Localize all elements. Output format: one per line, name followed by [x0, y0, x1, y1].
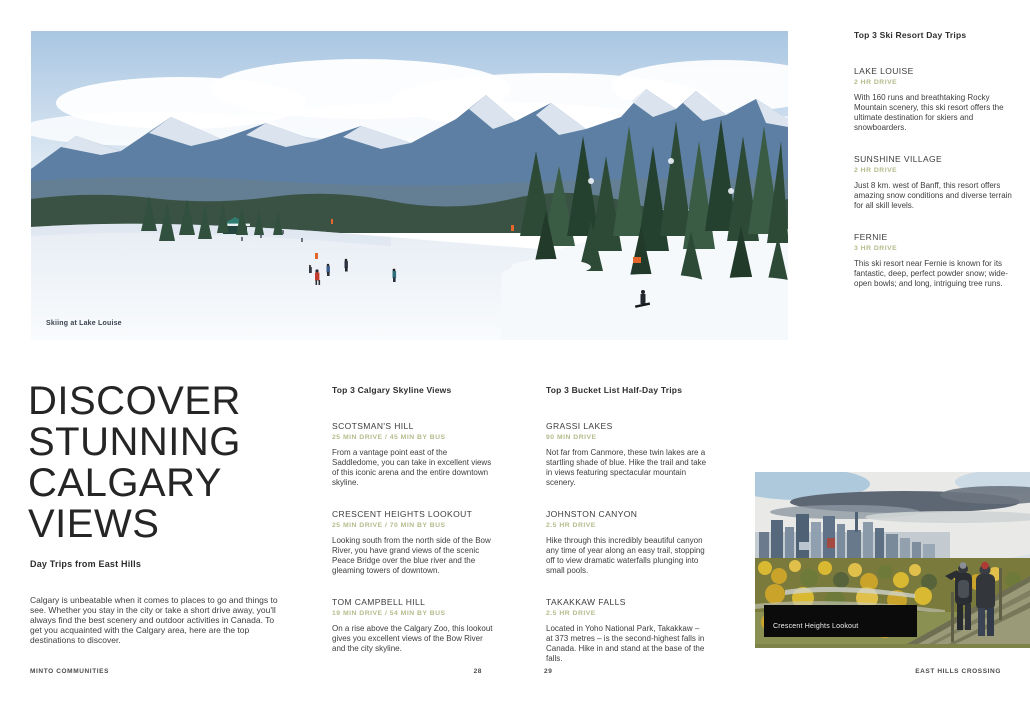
headline-line: STUNNING — [28, 420, 241, 464]
column-bucket-list-half-day-trips — [546, 385, 708, 685]
footer-left-folio: MINTO COMMUNITIES — [30, 668, 110, 675]
poi-drive-time: 2 HR DRIVE — [854, 79, 898, 86]
poi-description: On a rise above the Calgary Zoo, this lookout gives you excellent views of the Bow River and the city skyline. — [332, 624, 493, 653]
column-header: Top 3 Bucket List Half-Day Trips — [546, 385, 683, 395]
column-calgary-skyline-views — [332, 385, 494, 675]
lookout-caption-box — [764, 605, 917, 637]
headline-line: DISCOVER — [28, 379, 241, 423]
poi-drive-time: 25 MIN DRIVE / 45 MIN BY BUS — [332, 434, 446, 441]
ski-slope-illustration — [31, 31, 788, 340]
poi-drive-time: 2.5 HR DRIVE — [546, 522, 596, 529]
poi-drive-time: 2 HR DRIVE — [854, 167, 898, 174]
lookout-photo-caption: Crescent Heights Lookout — [773, 623, 859, 630]
list-item — [332, 421, 494, 488]
column-header: Top 3 Ski Resort Day Trips — [854, 30, 967, 40]
poi-description: From a vantage point east of the Saddledome, you can take in excellent views of this iconic arena and the entire downtown skyline. — [332, 448, 492, 487]
page-title — [28, 381, 318, 545]
poi-name: CRESCENT HEIGHTS LOOKOUT — [332, 509, 473, 519]
list-item — [854, 232, 1012, 289]
poi-name: SUNSHINE VILLAGE — [854, 154, 943, 164]
list-item — [332, 509, 494, 576]
poi-name: TAKAKKAW FALLS — [546, 597, 626, 607]
poi-name: JOHNSTON CANYON — [546, 509, 638, 519]
poi-description: Looking south from the north side of the Bow River, you have grand views of the scenic Peace Bridge over the blue river and the gleaming towers of downtown. — [332, 536, 491, 575]
list-item — [854, 154, 1012, 211]
headline-line: VIEWS — [28, 502, 160, 546]
column-header: Top 3 Calgary Skyline Views — [332, 385, 452, 395]
poi-drive-time: 3 HR DRIVE — [854, 245, 898, 252]
footer-right-folio: EAST HILLS CROSSING — [915, 668, 1001, 675]
poi-name: TOM CAMPBELL HILL — [332, 597, 426, 607]
poi-description: This ski resort near Fernie is known for its fantastic, deep, perfect powder snow; wide-open bowls; and long, intriguing tree runs. — [854, 259, 1008, 288]
list-item — [546, 509, 708, 576]
list-item — [546, 597, 708, 664]
page-number-left: 28 — [473, 668, 482, 675]
poi-name: GRASSI LAKES — [546, 421, 613, 431]
poi-drive-time: 25 MIN DRIVE / 70 MIN BY BUS — [332, 522, 446, 529]
poi-description: Located in Yoho National Park, Takakkaw – at 373 metres – is the second-highest falls in Canada. Hike in and stand at the base of the falls. — [546, 624, 705, 663]
list-item — [546, 421, 708, 488]
column-ski-resort-day-trips — [854, 30, 1012, 310]
poi-name: SCOTSMAN'S HILL — [332, 421, 414, 431]
poi-name: FERNIE — [854, 232, 888, 242]
poi-description: Not far from Canmore, these twin lakes are a startling shade of blue. Hike the trail and take in views featuring spectacular mountain scenery. — [546, 448, 707, 487]
poi-drive-time: 90 MIN DRIVE — [546, 434, 597, 441]
poi-description: Hike through this incredibly beautiful canyon any time of year along an easy trail, stopping off to view dramatic waterfalls plunging into small pools. — [546, 536, 705, 575]
list-item — [854, 66, 1012, 133]
headline-line: CALGARY — [28, 461, 222, 505]
poi-name: LAKE LOUISE — [854, 66, 914, 76]
hero-ski-photo — [31, 31, 788, 340]
intro-subhead: Day Trips from East Hills — [30, 559, 142, 569]
list-item — [332, 597, 494, 654]
poi-description: Just 8 km. west of Banff, this resort offers amazing snow conditions and diverse terrain for all skill levels. — [854, 181, 1012, 210]
lookout-photo — [755, 472, 1030, 648]
poi-description: With 160 runs and breathtaking Rocky Mountain scenery, this ski resort offers the ultimate destination for skiers and snowboarders. — [854, 93, 1004, 132]
poi-drive-time: 19 MIN DRIVE / 54 MIN BY BUS — [332, 610, 446, 617]
page-number-right: 29 — [544, 668, 553, 675]
intro-paragraph: Calgary is unbeatable when it comes to places to go and things to see. Whether you stay in the city or take a short drive away, you'll always find the best scenery and outdoor activities in Canada. To get you acquainted with the Calgary area, here are the top destinations to discover. — [30, 595, 278, 645]
hero-photo-caption: Skiing at Lake Louise — [46, 320, 122, 327]
poi-drive-time: 2.5 HR DRIVE — [546, 610, 596, 617]
